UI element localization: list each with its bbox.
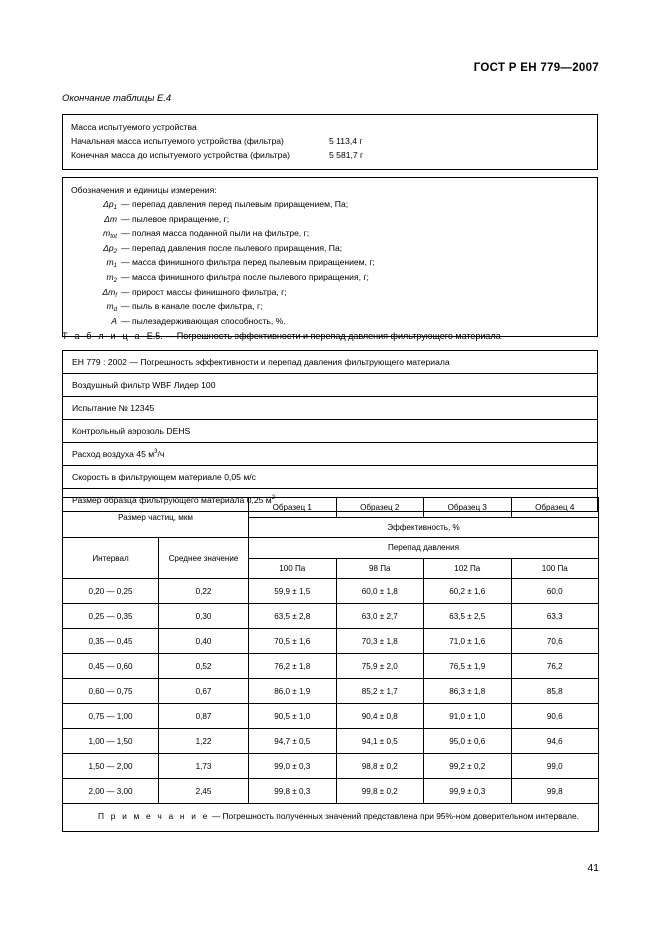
- cell-mean: 1,22: [159, 729, 249, 754]
- table-e5-note: [63, 804, 599, 832]
- notation-item-dm: [71, 213, 589, 228]
- header-sample-3: Образец 3: [424, 498, 512, 518]
- cell-mean: 0,22: [159, 579, 249, 604]
- cell-sample-2: 98,8 ± 0,2: [336, 754, 424, 779]
- info-sample-size-exponent: 2: [271, 495, 276, 502]
- table-row: [63, 579, 599, 604]
- table-e5-caption: [62, 331, 501, 341]
- cell-sample-4: 76,2: [511, 654, 599, 679]
- mass-block-title: Масса испытуемого устройства: [71, 122, 197, 132]
- cell-interval: 2,00 — 3,00: [63, 779, 159, 804]
- cell-interval: 0,20 — 0,25: [63, 579, 159, 604]
- header-pressure-drop: Перепад давления: [249, 538, 599, 559]
- cell-sample-1: 63,5 ± 2,8: [249, 604, 337, 629]
- table-row: [63, 729, 599, 754]
- info-airflow-prefix: Расход воздуха 45 м: [72, 449, 155, 459]
- cell-sample-1: 99,8 ± 0,3: [249, 779, 337, 804]
- notation-item-a: [71, 315, 589, 330]
- cell-sample-3: 95,0 ± 0,6: [424, 729, 512, 754]
- notation-desc: — перепад давления после пылевого приращения, Па;: [121, 242, 343, 253]
- cell-sample-3: 60,2 ± 1,6: [424, 579, 512, 604]
- table-row: [63, 604, 599, 629]
- info-row-airflow: [63, 443, 598, 466]
- info-row-test-number: Испытание № 12345: [63, 397, 598, 420]
- notation-desc: — полная масса поданной пыли на фильтре, г;: [121, 228, 310, 239]
- table-e5-data-grid: [62, 497, 599, 832]
- cell-sample-2: 99,8 ± 0,2: [336, 779, 424, 804]
- notation-item-dp1: [71, 198, 589, 213]
- cell-sample-3: 86,3 ± 1,8: [424, 679, 512, 704]
- notation-symbol: A: [111, 315, 117, 326]
- cell-sample-3: 91,0 ± 1,0: [424, 704, 512, 729]
- mass-row-initial: [71, 134, 589, 148]
- notation-symbol: $\Delta m_f$: [102, 286, 117, 299]
- notation-desc: — пылезадерживающая способность, %.: [121, 315, 286, 326]
- mass-row-final-label: Конечная масса до испытуемого устройства (фильтра): [71, 150, 291, 161]
- cell-sample-1: 86,0 ± 1,9: [249, 679, 337, 704]
- cell-sample-4: 99,0: [511, 754, 599, 779]
- cell-sample-2: 94,1 ± 0,5: [336, 729, 424, 754]
- notation-desc: — масса финишного фильтра перед пылевым приращением, г;: [121, 257, 375, 268]
- cell-mean: 0,87: [159, 704, 249, 729]
- cell-mean: 0,67: [159, 679, 249, 704]
- cell-sample-2: 75,9 ± 2,0: [336, 654, 424, 679]
- table-row: [63, 629, 599, 654]
- header-pressure-4: 100 Па: [511, 558, 599, 579]
- table-e4-continuation: [62, 114, 598, 170]
- cell-sample-4: 70,6: [511, 629, 599, 654]
- mass-row-final: [71, 148, 589, 162]
- cell-sample-2: 90,4 ± 0,8: [336, 704, 424, 729]
- cell-interval: 0,45 — 0,60: [63, 654, 159, 679]
- notation-item-m2: [71, 271, 589, 286]
- mass-block-cell: [63, 115, 598, 170]
- cell-interval: 0,75 — 1,00: [63, 704, 159, 729]
- table-row: [63, 704, 599, 729]
- notation-symbol: Δm: [104, 213, 117, 224]
- cell-sample-3: 76,5 ± 1,9: [424, 654, 512, 679]
- notation-symbol: $\Delta p_2$: [103, 242, 117, 255]
- table-row: [63, 466, 598, 489]
- header-sample-2: Образец 2: [336, 498, 424, 518]
- notation-item-dmf: [71, 286, 589, 301]
- header-efficiency: Эффективность, %: [249, 518, 599, 538]
- mass-row-initial-value: 5 113,4 г: [329, 136, 363, 147]
- info-airflow-exponent: 3: [154, 449, 158, 456]
- info-airflow-suffix: /ч: [157, 449, 165, 459]
- notation-item-mtot: [71, 227, 589, 242]
- cell-sample-3: 99,9 ± 0,3: [424, 779, 512, 804]
- cell-mean: 2,45: [159, 779, 249, 804]
- notation-item-dp2: [71, 242, 589, 257]
- info-sample-size-prefix: Размер образца фильтрующего материала 0,25 м: [72, 495, 272, 505]
- notation-symbol: $m_d$: [106, 301, 117, 314]
- table-e5-caption-label: Т а б л и ц а: [62, 331, 142, 341]
- table-row: [63, 374, 598, 397]
- notation-symbol: $\Delta p_1$: [103, 199, 117, 211]
- table-header-row: [63, 498, 599, 518]
- header-sample-4: Образец 4: [511, 498, 599, 518]
- cell-sample-1: 94,7 ± 0,5: [249, 729, 337, 754]
- notation-symbol: $m_{tot}$: [103, 228, 117, 241]
- notation-cell: [63, 178, 598, 337]
- cell-sample-1: 59,9 ± 1,5: [249, 579, 337, 604]
- notation-item-md: [71, 300, 589, 315]
- table-e5-caption-number: Е.5.: [146, 331, 163, 341]
- notation-desc: — пылевое приращение, г;: [121, 213, 230, 224]
- note-label: П р и м е ч а н и е: [98, 811, 210, 821]
- cell-interval: 1,00 — 1,50: [63, 729, 159, 754]
- cell-sample-4: 85,8: [511, 679, 599, 704]
- table-e4-continuation-caption: Окончание таблицы Е.4: [62, 93, 172, 104]
- table-row: [63, 654, 599, 679]
- cell-sample-4: 99,8: [511, 779, 599, 804]
- notation-desc: — перепад давления перед пылевым приращением, Па;: [121, 199, 349, 209]
- cell-sample-1: 90,5 ± 1,0: [249, 704, 337, 729]
- header-pressure-1: 100 Па: [249, 558, 337, 579]
- mass-row-initial-label: Начальная масса испытуемого устройства (фильтра): [71, 136, 284, 147]
- mass-row-final-value: 5 581,7 г: [329, 150, 364, 161]
- cell-sample-2: 60,0 ± 1,8: [336, 579, 424, 604]
- cell-sample-3: 99,2 ± 0,2: [424, 754, 512, 779]
- table-row: [63, 178, 598, 337]
- notation-desc: — прирост массы финишного фильтра, г;: [121, 286, 287, 297]
- table-row: [63, 115, 598, 170]
- header-pressure-2: 98 Па: [336, 558, 424, 579]
- cell-sample-3: 63,5 ± 2,5: [424, 604, 512, 629]
- notation-symbol: $m_1$: [106, 257, 117, 270]
- page-number: 41: [587, 862, 599, 874]
- cell-interval: 0,35 — 0,45: [63, 629, 159, 654]
- table-row: [63, 443, 598, 466]
- table-row: [63, 351, 598, 374]
- table-e5-info: [62, 350, 598, 512]
- cell-mean: 0,40: [159, 629, 249, 654]
- standard-header: ГОСТ Р ЕН 779—2007: [473, 62, 599, 74]
- info-row-aerosol: Контрольный аэрозоль DEHS: [63, 420, 598, 443]
- table-note-row: [63, 804, 599, 832]
- notation-symbol: $m_2$: [106, 271, 117, 284]
- cell-interval: 0,25 — 0,35: [63, 604, 159, 629]
- header-sample-1: Образец 1: [249, 498, 337, 518]
- cell-sample-4: 63,3: [511, 604, 599, 629]
- notation-desc: — масса финишного фильтра после пылевого приращения, г;: [121, 271, 369, 282]
- info-row-velocity: Скорость в фильтрующем материале 0,05 м/с: [63, 466, 598, 489]
- header-pressure-3: 102 Па: [424, 558, 512, 579]
- table-row: [63, 420, 598, 443]
- info-row-filter: Воздушный фильтр WBF Лидер 100: [63, 374, 598, 397]
- cell-sample-2: 70,3 ± 1,8: [336, 629, 424, 654]
- table-e5-caption-text: — Погрешность эффективности и перепад давления фильтрующего материала: [165, 331, 501, 341]
- cell-mean: 0,52: [159, 654, 249, 679]
- table-row: [63, 754, 599, 779]
- cell-sample-2: 63,0 ± 2,7: [336, 604, 424, 629]
- cell-sample-4: 90,6: [511, 704, 599, 729]
- cell-sample-4: 94,6: [511, 729, 599, 754]
- table-row: [63, 679, 599, 704]
- table-header-row: [63, 538, 599, 559]
- cell-interval: 1,50 — 2,00: [63, 754, 159, 779]
- note-text: — Погрешность полученных значений представлена при 95%-ном доверительном интервале.: [211, 811, 579, 821]
- notation-desc: — пыль в канале после фильтра, г;: [121, 301, 263, 312]
- notation-item-m1: [71, 256, 589, 271]
- cell-sample-1: 70,5 ± 1,6: [249, 629, 337, 654]
- cell-mean: 0,30: [159, 604, 249, 629]
- cell-sample-1: 99,0 ± 0,3: [249, 754, 337, 779]
- cell-interval: 0,60 — 0,75: [63, 679, 159, 704]
- cell-sample-1: 76,2 ± 1,8: [249, 654, 337, 679]
- notation-title: Обозначения и единицы измерения:: [71, 185, 217, 195]
- header-particle-size: Размер частиц, мкм: [63, 498, 249, 538]
- cell-sample-2: 85,2 ± 1,7: [336, 679, 424, 704]
- cell-mean: 1,73: [159, 754, 249, 779]
- table-row: [63, 397, 598, 420]
- table-notation-units: [62, 177, 598, 337]
- info-row-standard: ЕН 779 : 2002 — Погрешность эффективности и перепад давления фильтрующего материала: [63, 351, 598, 374]
- cell-sample-3: 71,0 ± 1,6: [424, 629, 512, 654]
- header-interval: Интервал: [63, 538, 159, 579]
- cell-sample-4: 60,0: [511, 579, 599, 604]
- header-mean-value: Среднее значение: [159, 538, 249, 579]
- table-row: [63, 779, 599, 804]
